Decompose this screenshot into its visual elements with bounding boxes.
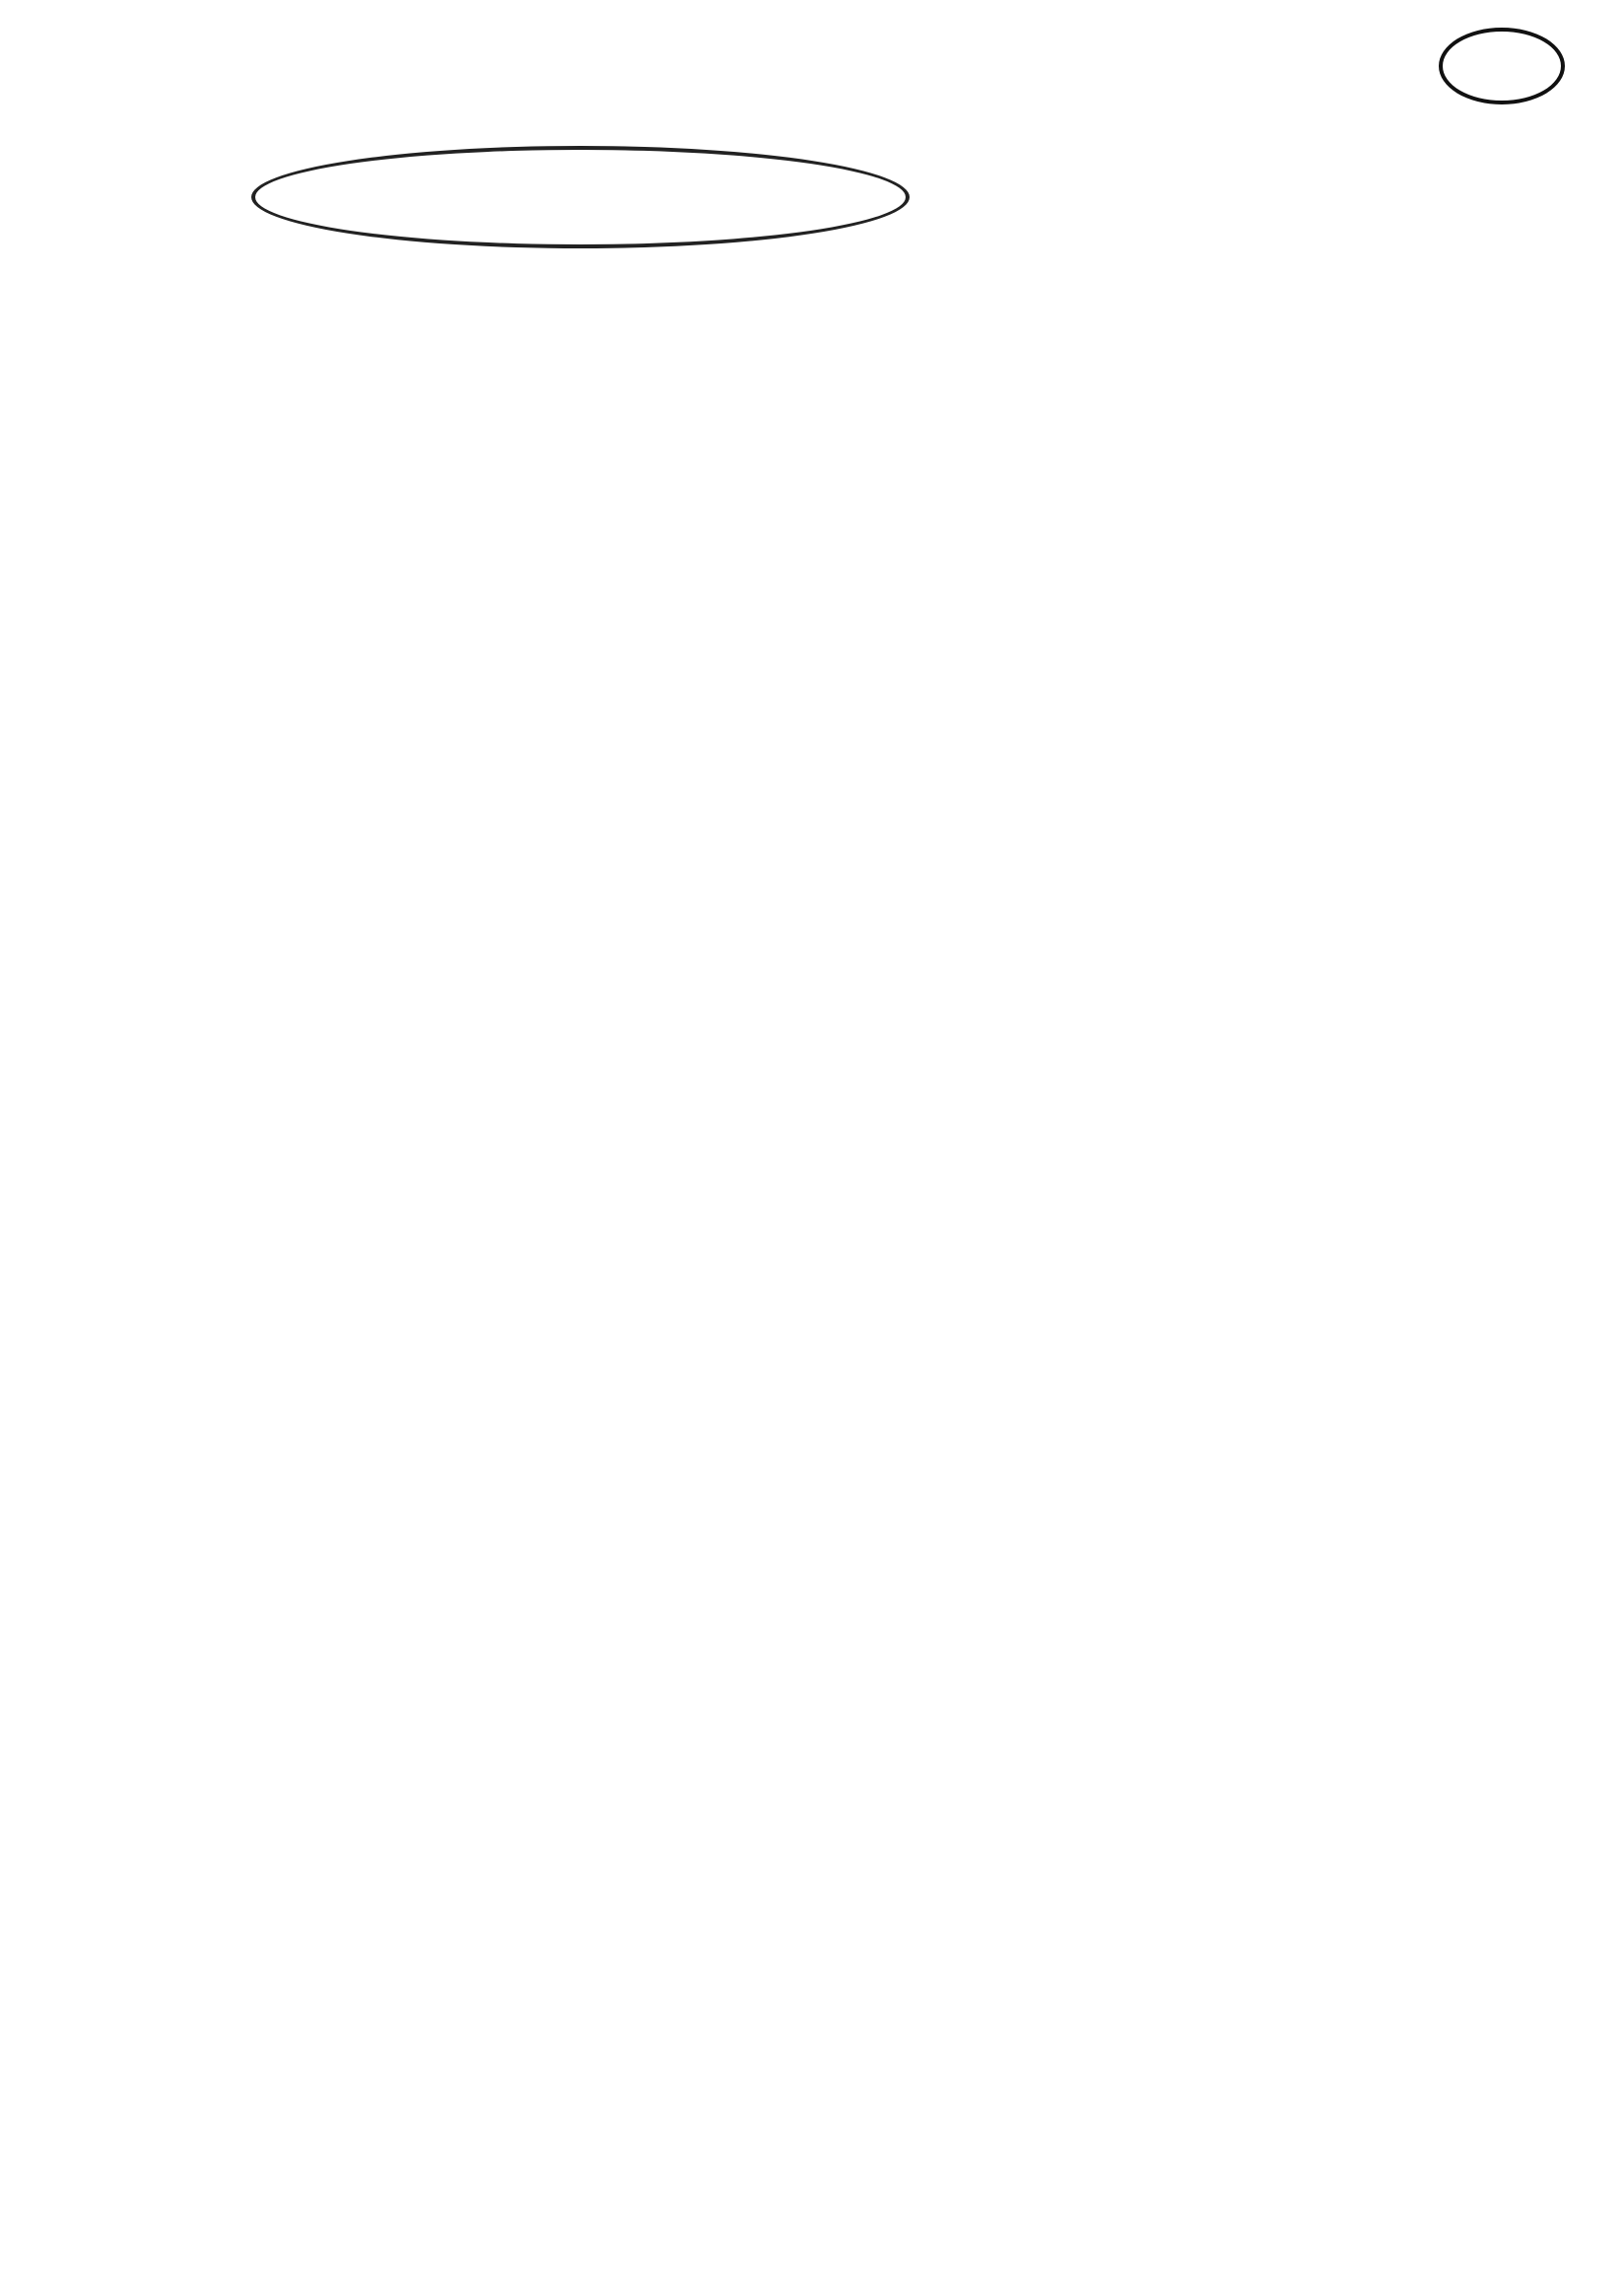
formula-bracket-loop bbox=[251, 146, 910, 248]
page-number bbox=[1439, 28, 1565, 104]
